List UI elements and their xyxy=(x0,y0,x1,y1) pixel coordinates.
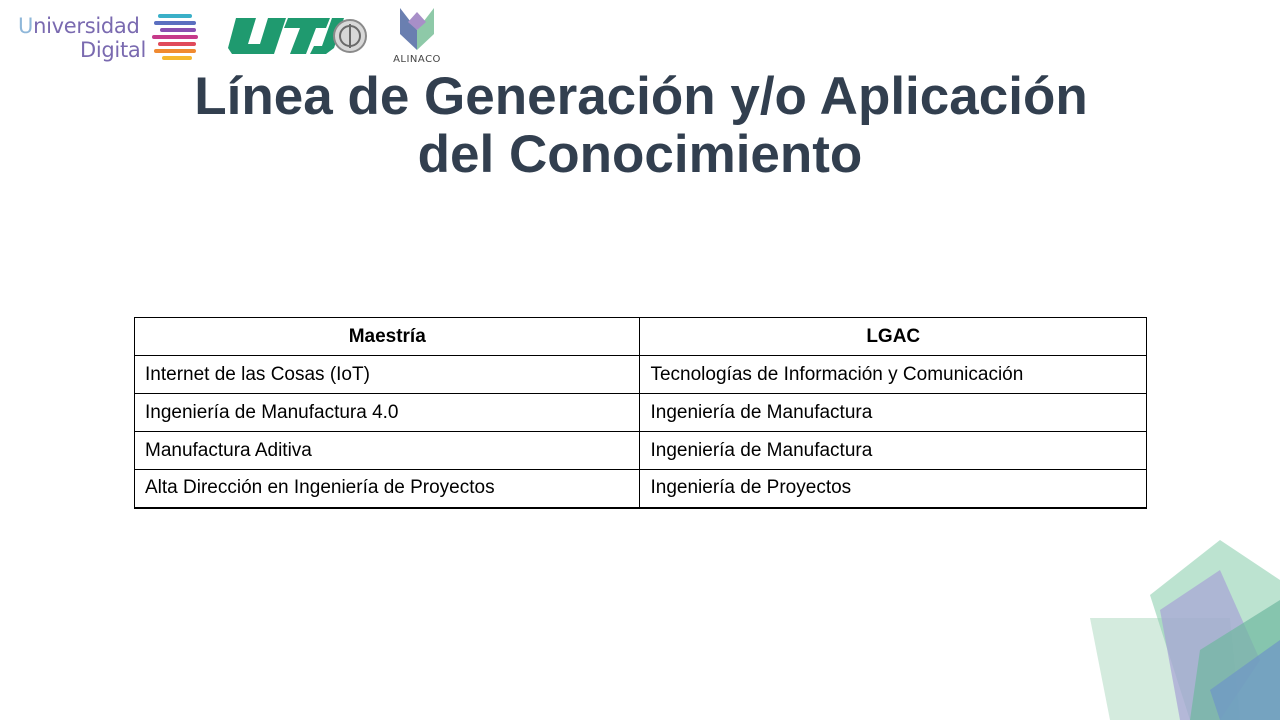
alinaco-logo-graphic xyxy=(384,4,450,66)
universidad-digital-stripes-icon xyxy=(150,12,206,64)
universidad-digital-logo-line1: Universidad xyxy=(18,14,140,38)
table-header-row xyxy=(135,318,1147,356)
cell-maestria: Manufactura Aditiva xyxy=(135,432,640,470)
page-title xyxy=(0,68,1280,184)
universidad-digital-logo-line2: Digital xyxy=(80,38,147,62)
cell-maestria: Internet de las Cosas (IoT) xyxy=(135,356,640,394)
universidad-word-rest: niversidad xyxy=(33,14,140,38)
cell-lgac: Ingeniería de Manufactura xyxy=(640,394,1147,432)
column-header-maestria: Maestría xyxy=(135,318,640,356)
universidad-digital-logo xyxy=(14,10,204,68)
cell-lgac: Ingeniería de Manufactura xyxy=(640,432,1147,470)
cell-lgac: Ingeniería de Proyectos xyxy=(640,470,1147,508)
cell-maestria: Alta Dirección en Ingeniería de Proyectos xyxy=(135,470,640,508)
table-row xyxy=(135,394,1147,432)
page-title-line2: del Conocimiento xyxy=(417,125,863,184)
decorative-corner-shapes xyxy=(1070,540,1280,720)
table-row xyxy=(135,356,1147,394)
lgac-table xyxy=(134,317,1147,509)
table-row xyxy=(135,432,1147,470)
cell-maestria: Ingeniería de Manufactura 4.0 xyxy=(135,394,640,432)
alinaco-logo xyxy=(384,4,450,66)
table-row xyxy=(135,470,1147,508)
utj-logo xyxy=(226,14,368,58)
cell-lgac: Tecnologías de Información y Comunicación xyxy=(640,356,1147,394)
column-header-lgac: LGAC xyxy=(640,318,1147,356)
utj-logo-graphic xyxy=(226,14,368,58)
header-logos xyxy=(0,0,460,70)
alinaco-logo-text: ALINACO xyxy=(393,54,441,65)
page-title-line1: Línea de Generación y/o Aplicación xyxy=(194,67,1088,126)
